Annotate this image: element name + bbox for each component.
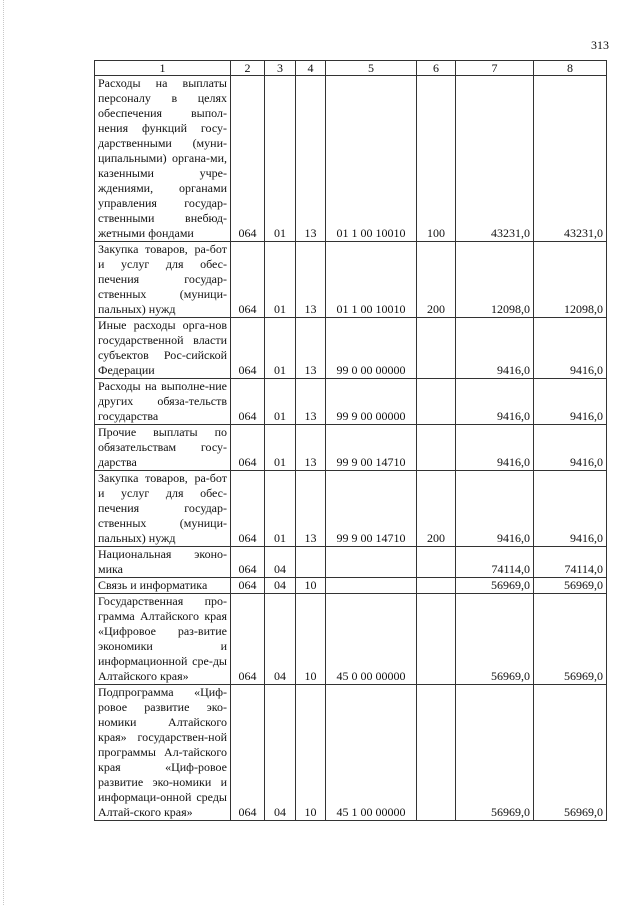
ministry-code: 064 — [231, 76, 265, 242]
ministry-code: 064 — [231, 685, 265, 821]
expense-type: 100 — [417, 76, 456, 242]
target-article: 99 9 00 14710 — [326, 471, 417, 547]
header-col-1: 1 — [95, 61, 231, 76]
section-code: 04 — [265, 547, 296, 578]
target-article: 99 9 00 14710 — [326, 425, 417, 471]
target-article: 99 9 00 00000 — [326, 379, 417, 425]
section-code: 01 — [265, 242, 296, 318]
subsection-code: 13 — [296, 76, 326, 242]
target-article: 45 0 00 00000 — [326, 594, 417, 685]
amount-col-7: 43231,0 — [456, 76, 534, 242]
budget-table — [94, 60, 607, 821]
amount-col-7: 9416,0 — [456, 471, 534, 547]
ministry-code: 064 — [231, 318, 265, 379]
expense-type — [417, 685, 456, 821]
row-name: Расходы на выплаты персоналу в целях обеспечения выпол-нения функций госу-дарственными (муни-ципальными) органа-ми, казенными учре-ждениями, органами управления государ-ственными внебюд-жетными фондами — [95, 76, 231, 242]
amount-col-7: 74114,0 — [456, 547, 534, 578]
expense-type: 200 — [417, 242, 456, 318]
amount-col-8: 9416,0 — [534, 379, 607, 425]
amount-col-8: 56969,0 — [534, 594, 607, 685]
amount-col-7: 56969,0 — [456, 578, 534, 594]
section-code: 04 — [265, 594, 296, 685]
header-col-4: 4 — [296, 61, 326, 76]
target-article: 01 1 00 10010 — [326, 242, 417, 318]
subsection-code: 10 — [296, 685, 326, 821]
section-code: 04 — [265, 578, 296, 594]
table-row — [95, 471, 607, 547]
amount-col-7: 56969,0 — [456, 594, 534, 685]
ministry-code: 064 — [231, 379, 265, 425]
header-row — [95, 61, 607, 76]
ministry-code: 064 — [231, 242, 265, 318]
row-name: Государственная про-грамма Алтайского края «Цифровое раз-витие экономики и информационной сре-ды Алтайского края» — [95, 594, 231, 685]
target-article: 99 0 00 00000 — [326, 318, 417, 379]
expense-type — [417, 594, 456, 685]
header-col-2: 2 — [231, 61, 265, 76]
page-number: 313 — [591, 38, 609, 52]
header-col-5: 5 — [326, 61, 417, 76]
header-col-3: 3 — [265, 61, 296, 76]
scan-edge-line — [3, 0, 4, 905]
target-article — [326, 547, 417, 578]
row-name: Национальная эконо-мика — [95, 547, 231, 578]
amount-col-8: 9416,0 — [534, 471, 607, 547]
ministry-code: 064 — [231, 594, 265, 685]
subsection-code: 13 — [296, 379, 326, 425]
subsection-code: 13 — [296, 471, 326, 547]
section-code: 01 — [265, 379, 296, 425]
ministry-code: 064 — [231, 578, 265, 594]
amount-col-7: 56969,0 — [456, 685, 534, 821]
table-row — [95, 379, 607, 425]
row-name: Связь и информатика — [95, 578, 231, 594]
section-code: 01 — [265, 471, 296, 547]
table-row — [95, 578, 607, 594]
row-name: Прочие выплаты по обязательствам госу-дарства — [95, 425, 231, 471]
amount-col-8: 74114,0 — [534, 547, 607, 578]
row-name: Расходы на выполне-ние других обяза-тельств государства — [95, 379, 231, 425]
amount-col-8: 56969,0 — [534, 685, 607, 821]
table-row — [95, 425, 607, 471]
row-name: Подпрограмма «Циф-ровое развитие эко-номики Алтайского края» государствен-ной программы Ал-тайского края «Циф-ровое развитие эко-номики и информаци-онной среды Алтай-ского края» — [95, 685, 231, 821]
amount-col-8: 12098,0 — [534, 242, 607, 318]
target-article: 45 1 00 00000 — [326, 685, 417, 821]
header-col-7: 7 — [456, 61, 534, 76]
amount-col-8: 56969,0 — [534, 578, 607, 594]
table-row — [95, 242, 607, 318]
header-col-6: 6 — [417, 61, 456, 76]
amount-col-7: 9416,0 — [456, 379, 534, 425]
section-code: 04 — [265, 685, 296, 821]
amount-col-7: 9416,0 — [456, 425, 534, 471]
expense-type: 200 — [417, 471, 456, 547]
expense-type — [417, 578, 456, 594]
row-name: Закупка товаров, ра-бот и услуг для обес-печения государ-ственных (муници-пальных) нужд — [95, 471, 231, 547]
subsection-code: 10 — [296, 578, 326, 594]
row-name: Закупка товаров, ра-бот и услуг для обес-печения государ-ственных (муници-пальных) нужд — [95, 242, 231, 318]
section-code: 01 — [265, 318, 296, 379]
header-col-8: 8 — [534, 61, 607, 76]
subsection-code: 13 — [296, 425, 326, 471]
table-row — [95, 318, 607, 379]
amount-col-7: 9416,0 — [456, 318, 534, 379]
row-name: Иные расходы орга-нов государственной власти субъектов Рос-сийской Федерации — [95, 318, 231, 379]
ministry-code: 064 — [231, 547, 265, 578]
expense-type — [417, 379, 456, 425]
section-code: 01 — [265, 425, 296, 471]
table-row — [95, 594, 607, 685]
amount-col-8: 9416,0 — [534, 318, 607, 379]
target-article: 01 1 00 10010 — [326, 76, 417, 242]
amount-col-7: 12098,0 — [456, 242, 534, 318]
subsection-code: 13 — [296, 318, 326, 379]
expense-type — [417, 547, 456, 578]
expense-type — [417, 318, 456, 379]
amount-col-8: 43231,0 — [534, 76, 607, 242]
ministry-code: 064 — [231, 425, 265, 471]
ministry-code: 064 — [231, 471, 265, 547]
table-row — [95, 547, 607, 578]
table-row — [95, 685, 607, 821]
target-article — [326, 578, 417, 594]
amount-col-8: 9416,0 — [534, 425, 607, 471]
subsection-code: 10 — [296, 594, 326, 685]
subsection-code: 13 — [296, 242, 326, 318]
section-code: 01 — [265, 76, 296, 242]
table-row — [95, 76, 607, 242]
subsection-code — [296, 547, 326, 578]
expense-type — [417, 425, 456, 471]
